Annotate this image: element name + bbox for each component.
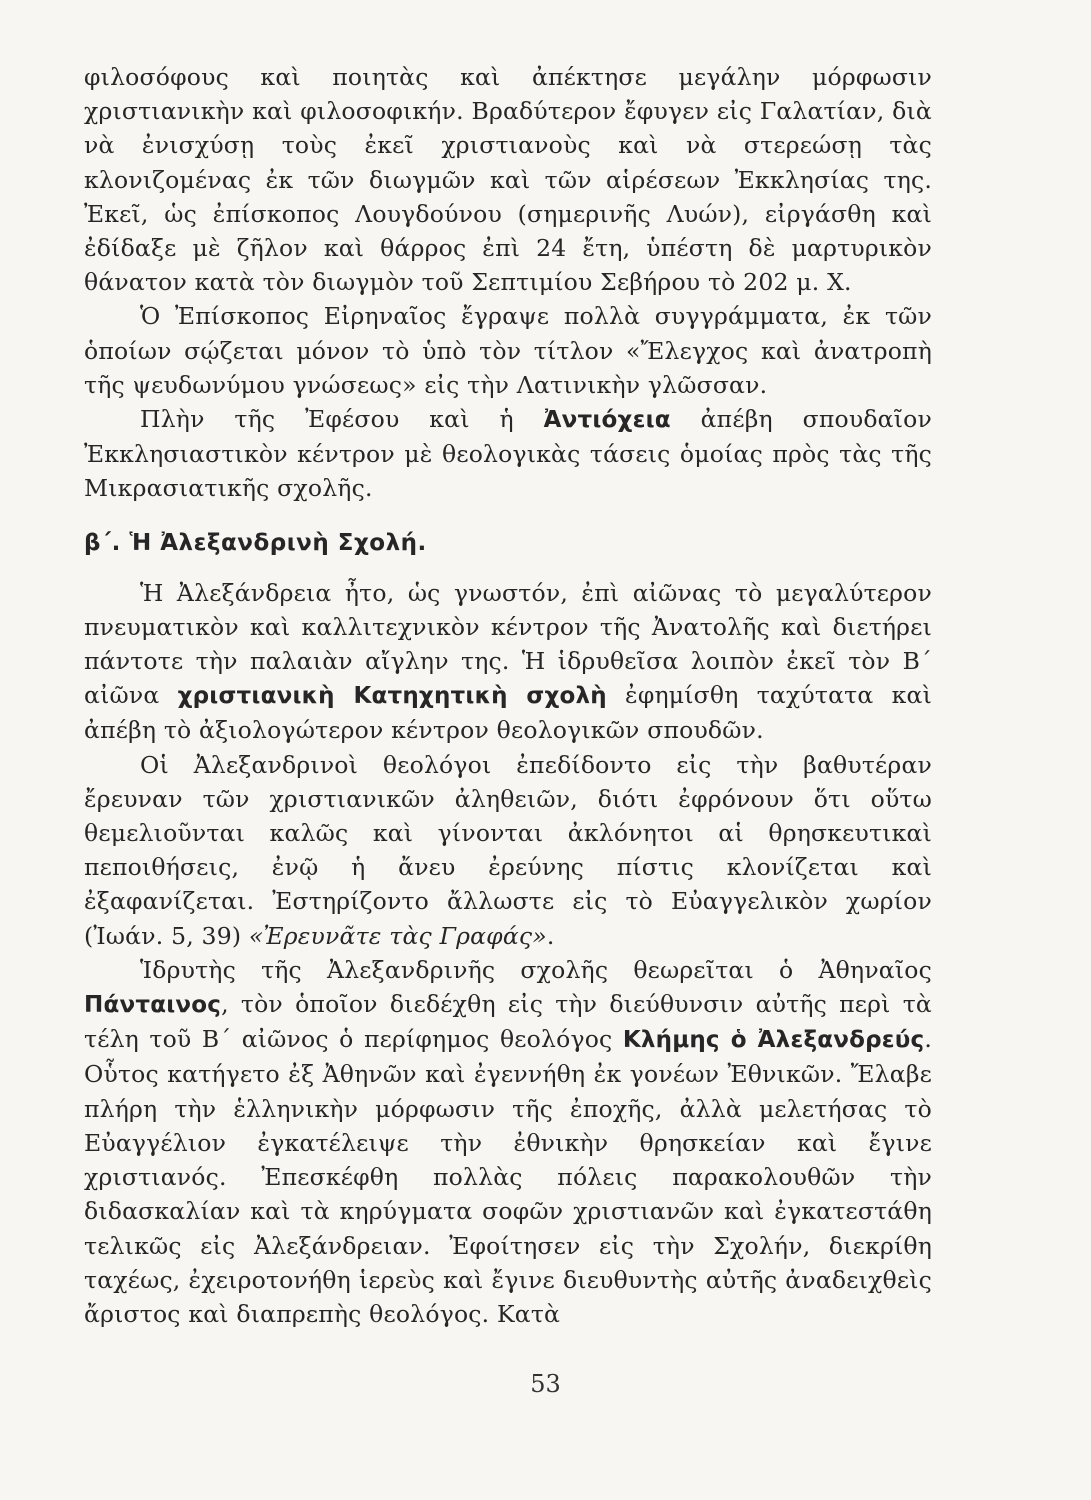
founder-text-after: . Οὗτος κατήγετο ἐξ Ἀθηνῶν καὶ ἐγεννήθη ἐκ γονέων Ἐθνικῶν. Ἔλαβε πλήρη τὴν ἑλληνικὴν μόρφωσιν τῆς ἐποχῆς, ἀλλὰ μελετήσας τὸ Εὐαγγέλιον ἐγκατέλειψε τὴν ἐθνικὴν θρησκείαν καὶ ἔγινε χριστιανός. Ἐπεσκέφθη πολλὰς πόλεις παρακολουθῶν τὴν διδασκαλίαν καὶ τὰ κηρύγματα σοφῶν χριστιανῶν καὶ ἐγκατεστάθη τελικῶς εἰς Ἀλεξάνδρειαν. Ἐφοίτησεν εἰς τὴν Σχολήν, διεκρίθη ταχέως, ἐχειροτονήθη ἱερεὺς καὶ ἔγινε διευθυντὴς αὐτῆς ἀναδειχθεὶς ἄριστος καὶ διαπρεπὴς θεολόγος. Κατὰ [84,1025,933,1328]
antioch-text-after: ἀπέβη σπουδαῖον Ἐκκλησιαστικὸν κέντρον μὲ θεολογικὰς τάσεις ὁμοίας πρὸς τὰς τῆς Μικρασιατικῆς σχολῆς. [84,405,932,503]
paragraph-alexandrian-theologians [84,748,932,953]
founder-bold-clement: Κλήμης ὁ Ἀλεξανδρεύς [622,1027,925,1054]
paragraph-irenaeus-writings: Ὁ Ἐπίσκοπος Εἰρηναῖος ἔγραψε πολλὰ συγγράμματα, ἐκ τῶν ὁποίων σῴζεται μόνον τὸ ὑπὸ τὸν τίτλον «Ἔλεγχος καὶ ἀνατροπὴ τῆς ψευδωνύμου γνώσεως» εἰς τὴν Λατινικὴν γλῶσσαν. [84,302,932,399]
antioch-bold-term: Ἀντιόχεια [543,407,671,434]
paragraph-irenaeus-bio: φιλοσόφους καὶ ποιητὰς καὶ ἀπέκτησε μεγάλην μόρφωσιν χριστιανικὴν καὶ φιλοσοφικήν. Βραδύτερον ἔφυγεν εἰς Γαλατίαν, διὰ νὰ ἐνισχύσῃ τοὺς ἐκεῖ χριστιανοὺς καὶ νὰ στερεώσῃ τὰς κλονιζομένας ἐκ τῶν διωγμῶν καὶ τῶν αἱρέσεων Ἐκκλησίας της. Ἐκεῖ, ὡς ἐπίσκοπος Λουγδούνου (σημερινῆς Λυών), εἰργάσθη καὶ ἐδίδαξε μὲ ζῆλον καὶ θάρρος ἐπὶ 24 ἔτη, ὑπέστη δὲ μαρτυρικὸν θάνατον κατὰ τὸν διωγμὸν τοῦ Σεπτιμίου Σεβήρου τὸ 202 μ. Χ. [84,63,932,297]
paragraph-alexandria [84,576,932,748]
alexandria-bold-term: χριστιανικὴ Κατηχητικὴ σχολὴ [177,683,607,710]
paragraph-founder [84,953,932,1331]
alexandria-text-before: Ἡ Ἀλεξάνδρεια ἦτο, ὡς γνωστόν, ἐπὶ αἰῶνας τὸ μεγαλύτερον πνευματικὸν καὶ καλλιτεχνικὸν κέντρον τῆς Ἀνατολῆς καὶ διετήρει πάντοτε τὴν παλαιὰν αἴγλην της. Ἡ ἱδρυθεῖσα λοιπὸν ἐκεῖ τὸν Β΄ αἰῶνα [84,578,932,710]
page-number: 53 [530,1370,561,1398]
alexandria-text-after: ἐφημίσθη ταχύτατα καὶ ἀπέβη τὸ ἀξιολογώτερον κέντρον θεολογικῶν σπουδῶν. [84,681,932,745]
theologians-text-after: . [546,921,555,950]
theologians-text-before: Οἱ Ἀλεξανδρινοὶ θεολόγοι ἐπεδίδοντο εἰς τὴν βαθυτέραν ἔρευναν τῶν χριστιανικῶν ἀληθειῶν, διότι ἐφρόνουν ὅτι οὕτω θεμελιοῦνται καλῶς καὶ γίνονται ἀκλόνητοι αἱ θρησκευτικαὶ πεποιθήσεις, ἐνῷ ἡ ἄνευ ἐρεύνης πίστις κλονίζεται καὶ ἐξαφανίζεται. Ἐστηρίζοντο ἄλλωστε εἰς τὸ Εὐαγγελικὸν χωρίον (Ἰωάν. 5, 39) [84,750,932,950]
section-heading: β΄. Ἡ Ἀλεξανδρινὴ Σχολή. [84,529,427,556]
theologians-quote: «Ἐρευνᾶτε τὰς Γραφάς» [248,921,547,950]
founder-text-middle: , τὸν ὁποῖον διεδέχθη εἰς τὴν διεύθυνσιν αὐτῆς περὶ τὰ τέλη τοῦ Β΄ αἰῶνος ὁ περίφημος θεολόγος [84,990,932,1054]
antioch-text-before: Πλὴν τῆς Ἐφέσου καὶ ἡ [140,405,544,434]
paragraph-antioch [84,402,932,506]
founder-text-before: Ἱδρυτὴς τῆς Ἀλεξανδρινῆς σχολῆς θεωρεῖται ὁ Ἀθηναῖος [140,955,932,984]
founder-bold-pantaenus: Πάνταινος [84,992,222,1019]
page-body [84,60,932,1331]
